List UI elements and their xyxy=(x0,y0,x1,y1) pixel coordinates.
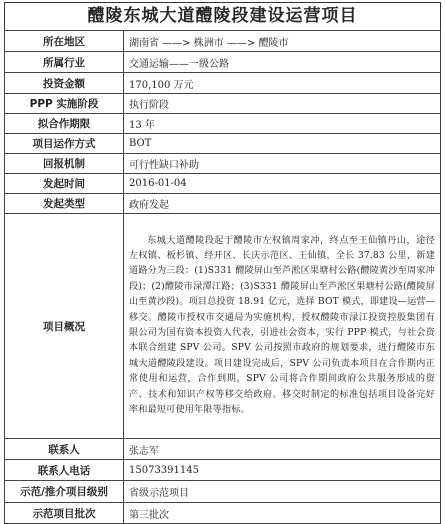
row-value: 13 年 xyxy=(124,114,441,134)
table-row xyxy=(5,31,441,52)
project-info-table xyxy=(4,30,441,524)
table-row xyxy=(5,439,441,460)
row-value: 可行性缺口补助 xyxy=(124,154,441,174)
row-label: 联系人 xyxy=(5,439,124,460)
row-value: 张志军 xyxy=(124,439,441,460)
row-label: 示范/推介项目级别 xyxy=(5,481,124,503)
row-value: 第三批次 xyxy=(124,503,441,524)
page-title: 醴陵东城大道醴陵段建设运营项目 xyxy=(4,2,441,30)
row-label: 发起类型 xyxy=(5,194,124,214)
row-label: 投资金额 xyxy=(5,73,124,94)
table-row xyxy=(5,194,441,214)
row-value: 15073391145 xyxy=(124,460,441,481)
table-row xyxy=(5,73,441,94)
row-label: 所属行业 xyxy=(5,52,124,73)
row-value: 省级示范项目 xyxy=(124,481,441,503)
table-row xyxy=(5,481,441,503)
table-row xyxy=(5,114,441,134)
row-label: 示范项目批次 xyxy=(5,503,124,524)
row-label: 发起时间 xyxy=(5,174,124,194)
table-row xyxy=(5,154,441,174)
row-label: 项目运作方式 xyxy=(5,134,124,154)
row-value: 执行阶段 xyxy=(124,94,441,114)
row-value: 交通运输——一级公路 xyxy=(124,52,441,73)
table-row xyxy=(5,94,441,114)
row-label: 拟合作期限 xyxy=(5,114,124,134)
table-row xyxy=(5,503,441,524)
table-row xyxy=(5,174,441,194)
row-value: 170,100 万元 xyxy=(124,73,441,94)
row-value: 政府发起 xyxy=(124,194,441,214)
row-label: 联系人电话 xyxy=(5,460,124,481)
row-value: BOT xyxy=(124,134,441,154)
overview-text: 东城大道醴陵段起于醴陵市左权镇周家冲，终点至王仙镇丹山，途径左权镇、板杉镇、经开区、长庆示范区、王仙镇，全长 37.83 公里，新建道路分为三段：(1)S331 醴陵屏山至芦淞区果塘村公路(醴陵黄沙至周家冲段)；(2)醴陵市渌潭江路；(3)S331 醴陵屏山至芦淞区果塘村公路(醴陵屏山至黄沙段)。项目总投资 18.91 亿元，选择 BOT 模式，即建设—运营—移交。醴陵市授权市交通局为实施机构，授权醴陵市渌江投资控股集团有限公司为国有资本投资人代表，引进社会资本，实行 PPP 模式，与社会资本联合组建 SPV 公司。SPV 公司按照市政府的规划要求，进行醴陵市东城大道醴陵段建设。项目建设完成后，SPV 公司负责本项目在合作期内正常使用和运营，合作到期，SPV 公司将合作期间政府公共服务形成的资产、技术和知识产权等移交给政府。移交时制定的标准包括项目设备完好率和最短可使用年限等指标。 xyxy=(129,235,435,416)
row-label: PPP 实施阶段 xyxy=(5,94,124,114)
table-row xyxy=(5,52,441,73)
overview-label: 项目概况 xyxy=(5,214,124,439)
overview-cell xyxy=(124,214,441,439)
row-value: 湖南省 ——> 株洲市 ——> 醴陵市 xyxy=(124,31,441,52)
table-row xyxy=(5,460,441,481)
row-label: 所在地区 xyxy=(5,31,124,52)
project-sheet xyxy=(4,2,441,524)
row-label: 回报机制 xyxy=(5,154,124,174)
row-value: 2016-01-04 xyxy=(124,174,441,194)
table-row xyxy=(5,134,441,154)
table-row-overview xyxy=(5,214,441,439)
